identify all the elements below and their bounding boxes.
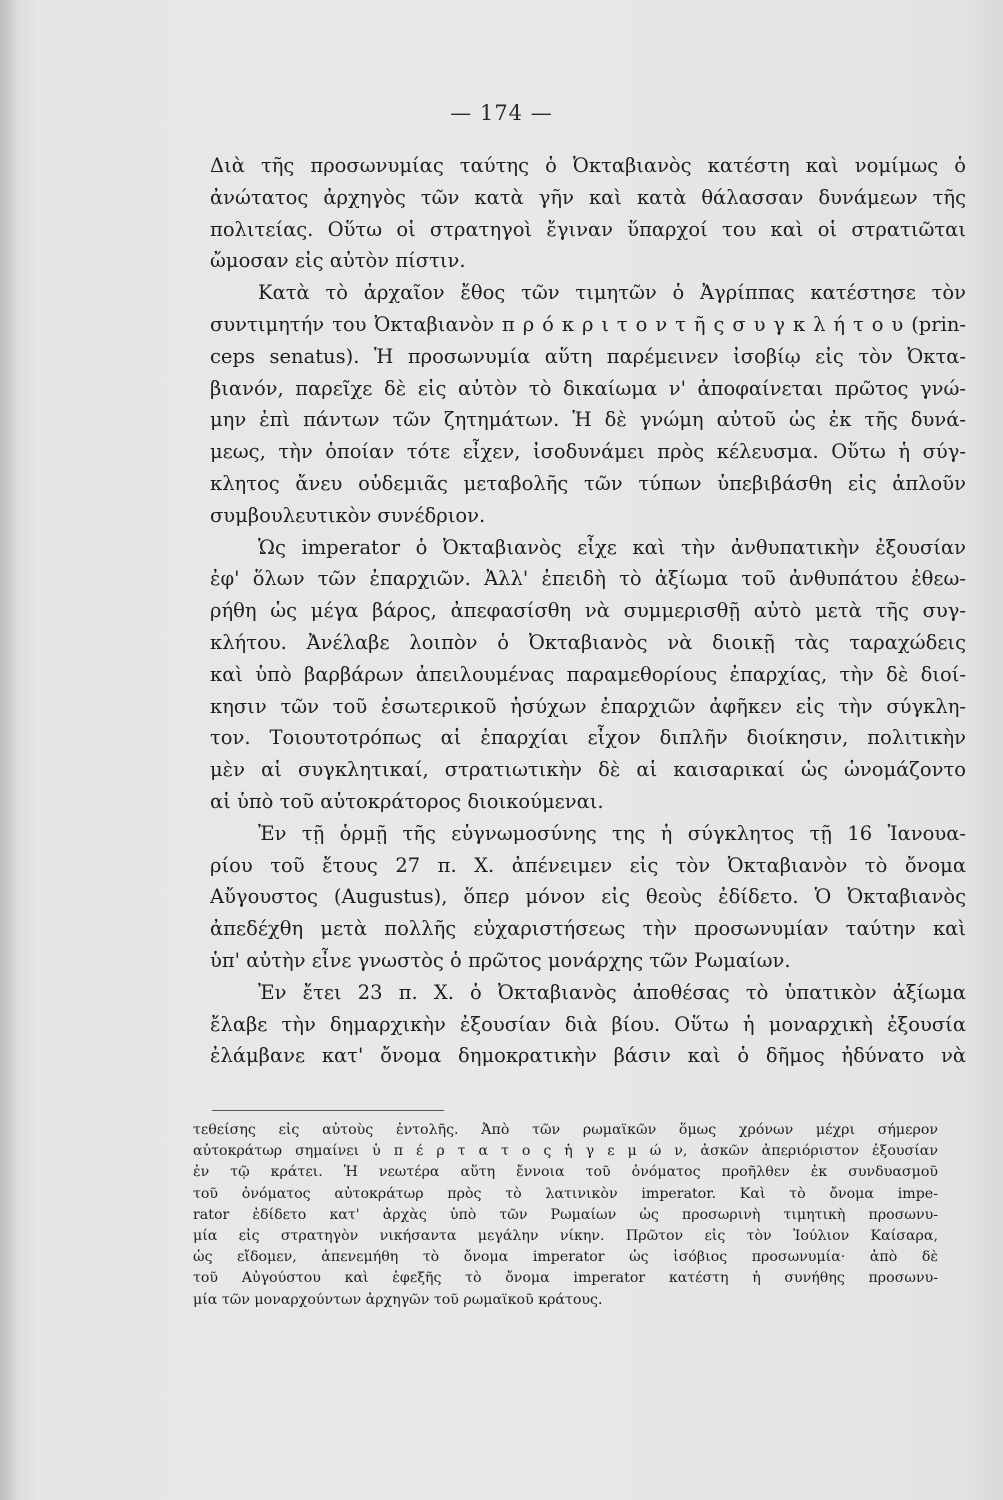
text-line: ρήθη ὡς μέγα βάρος, ἀπεφασίσθη νὰ συμμερισθῇ αὐτὸ μετὰ τῆς συγ- <box>210 599 966 623</box>
text-line: ἐφ' ὅλων τῶν ἐπαρχιῶν. Ἀλλ' ἐπειδὴ τὸ ἀξίωμα τοῦ ἀνθυπάτου ἐθεω- <box>210 567 966 591</box>
paragraph-start: Ὡς imperator ὁ Ὀκταβιανὸς εἶχε καὶ τὴν ἀνθυπατικὴν ἐξουσίαν <box>258 535 966 559</box>
text-line: Αὔγουστος (Augustus), ὅπερ μόνον εἰς θεοὺς ἐδίδετο. Ὁ Ὀκταβιανὸς <box>210 885 966 909</box>
text-line: κλήτου. Ἀνέλαβε λοιπὸν ὁ Ὀκταβιανὸς νὰ διοικῇ τὰς ταραχώδεις <box>210 630 966 654</box>
footnote-line: μία εἰς στρατηγὸν νικήσαντα μεγάλην νίκην. Πρῶτον εἰς τὸν Ἰούλιον Καίσαρα, <box>193 1227 938 1244</box>
footnote-line: τοῦ ὀνόματος αὐτοκράτωρ πρὸς τὸ λατινικὸν imperator. Καὶ τὸ ὄνομα impe- <box>193 1185 938 1202</box>
text-line: μην ἐπὶ πάντων τῶν ζητημάτων. Ἡ δὲ γνώμη αὐτοῦ ὡς ἐκ τῆς δυνά- <box>210 408 966 432</box>
footnote-line: τοῦ Αὐγούστου καὶ ἑφεξῆς τὸ ὄνομα imperator κατέστη ἡ συνήθης προσωνυ- <box>193 1270 938 1287</box>
text-line: συμβουλευτικὸν συνέδριον. <box>210 503 486 527</box>
footnote-divider <box>212 1110 444 1111</box>
text-line: μὲν αἱ συγκλητικαί, στρατιωτικὴν δὲ αἱ καισαρικαί ὡς ὠνομάζοντο <box>210 758 966 782</box>
footnote-line: rator ἐδίδετο κατ' ἀρχὰς ὑπὸ τῶν Ρωμαίων ὡς προσωρινὴ τιμητικὴ προσωνυ- <box>193 1206 938 1223</box>
paragraph-start: Κατὰ τὸ ἀρχαῖον ἔθος τῶν τιμητῶν ὁ Ἀγρίππας κατέστησε τὸν <box>258 281 966 305</box>
text-line: ὑπ' αὐτὴν εἶνε γνωστὸς ὁ πρῶτος μονάρχης τῶν Ρωμαίων. <box>210 948 791 972</box>
text-line: κλητος ἄνευ οὐδεμιᾶς μεταβολῆς τῶν τύπων ὑπεβιβάσθη εἰς ἁπλοῦν <box>210 471 966 495</box>
text-line: βιανόν, παρεῖχε δὲ εἰς αὐτὸν τὸ δικαίωμα ν' ἀποφαίνεται πρῶτος γνώ- <box>210 376 966 400</box>
text-line: ρίου τοῦ ἔτους 27 π. Χ. ἀπένειμεν εἰς τὸν Ὀκταβιανὸν τὸ ὄνομα <box>210 853 966 877</box>
footnote-line: ἐν τῷ κράτει. Ἡ νεωτέρα αὕτη ἔννοια τοῦ ὀνόματος προῆλθεν ἐκ συνδυασμοῦ <box>193 1164 938 1181</box>
main-text <box>210 150 966 1072</box>
text-line: αἱ ὑπὸ τοῦ αὐτοκράτορος διοικούμεναι. <box>210 789 604 813</box>
text-line: πολιτείας. Οὕτω οἱ στρατηγοὶ ἔγιναν ὕπαρχοί του καὶ οἱ στρατιῶται <box>210 217 966 241</box>
text-line: ἀπεδέχθη μετὰ πολλῆς εὐχαριστήσεως τὴν προσωνυμίαν ταύτην καὶ <box>210 917 966 941</box>
text-line: ἔλαβε τὴν δημαρχικὴν ἐξουσίαν διὰ βίου. Οὕτω ἡ μοναρχικὴ ἐξουσία <box>210 1012 966 1036</box>
text-line: ὤμοσαν εἰς αὐτὸν πίστιν. <box>210 249 466 273</box>
paragraph-start: Ἐν τῇ ὁρμῇ τῆς εὐγνωμοσύνης της ἡ σύγκλητος τῇ 16 Ἰανουα- <box>258 821 966 845</box>
text-line: τον. Τοιουτοτρόπως αἱ ἐπαρχίαι εἶχον διπλῆν διοίκησιν, πολιτικὴν <box>210 726 966 750</box>
text-line: μεως, τὴν ὁποίαν τότε εἶχεν, ἰσοδυνάμει πρὸς κέλευσμα. Οὕτω ἡ σύγ- <box>210 440 966 464</box>
text-line: ἐλάμβανε κατ' ὄνομα δημοκρατικὴν βάσιν καὶ ὁ δῆμος ἠδύνατο νὰ <box>210 1044 966 1068</box>
footnote-line: μία τῶν μοναρχούντων ἀρχηγῶν τοῦ ρωμαϊκοῦ κράτους. <box>193 1291 603 1308</box>
text-line: κησιν τῶν τοῦ ἐσωτερικοῦ ἡσύχων ἐπαρχιῶν ἀφῆκεν εἰς τὴν σύγκλη- <box>210 694 966 718</box>
text-line: Διὰ τῆς προσωνυμίας ταύτης ὁ Ὀκταβιανὸς κατέστη καὶ νομίμως ὁ <box>210 154 966 177</box>
page-edge-shadow <box>0 0 18 1500</box>
footnote-line: τεθείσης εἰς αὐτοὺς ἐντολῆς. Ἀπὸ τῶν ρωμαϊκῶν ὅμως χρόνων μέχρι σήμερον <box>193 1122 938 1138</box>
paragraph-start: Ἐν ἔτει 23 π. Χ. ὁ Ὀκταβιανὸς ἀποθέσας τὸ ὑπατικὸν ἀξίωμα <box>258 980 966 1004</box>
footnote <box>193 1120 938 1311</box>
footnote-line: αὐτοκράτωρ σημαίνει ὑ π έ ρ τ α τ ο ς ἡ γ ε μ ώ ν, ἀσκῶν ἀπεριόριστον ἐξουσίαν <box>193 1143 938 1160</box>
text-line: ceps senatus). Ἡ προσωνυμία αὕτη παρέμεινεν ἰσοβίῳ εἰς τὸν Ὀκτα- <box>210 344 966 368</box>
text-line: ἀνώτατος ἀρχηγὸς τῶν κατὰ γῆν καὶ κατὰ θάλασσαν δυνάμεων τῆς <box>210 185 966 209</box>
footnote-line: ὡς εἴδομεν, ἀπενεμήθη τὸ ὄνομα imperator ὡς ἰσόβιος προσωνυμία· ἀπὸ δὲ <box>193 1249 938 1266</box>
text-line: καὶ ὑπὸ βαρβάρων ἀπειλουμένας παραμεθορίους ἐπαρχίας, τὴν δὲ διοί- <box>210 662 966 686</box>
text-line: συντιμητήν του Ὀκταβιανὸν π ρ ό κ ρ ι τ ο ν τ ῆ ς σ υ γ κ λ ή τ ο υ (prin- <box>210 312 966 336</box>
page-number: — 174 — <box>450 101 553 125</box>
